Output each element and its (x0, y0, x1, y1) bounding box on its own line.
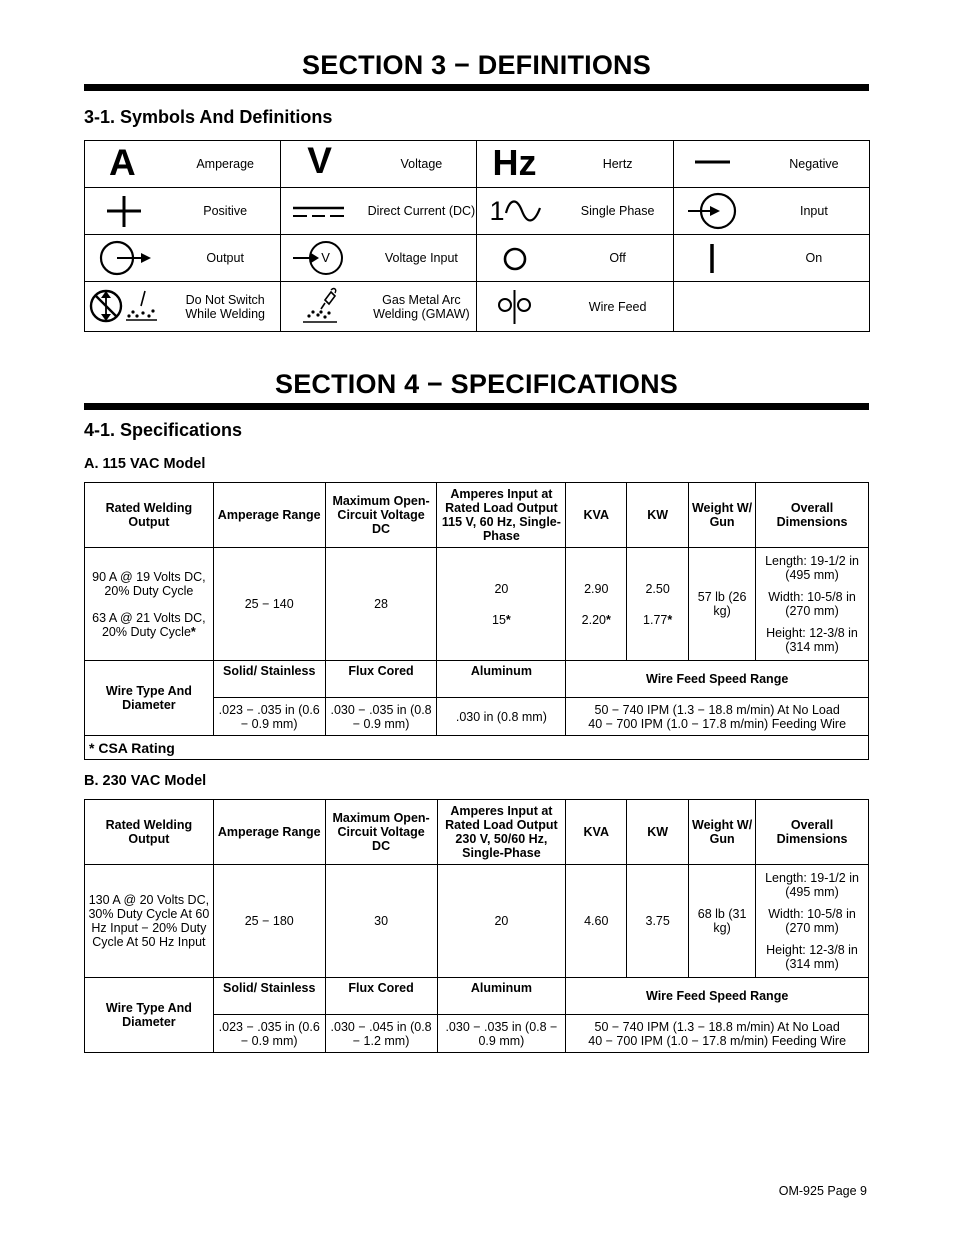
kw-cell: 3.75 (627, 865, 689, 978)
positive-icon (85, 188, 171, 235)
spec-table-115 (84, 482, 869, 760)
amperage-range-cell: 25 − 180 (213, 865, 325, 978)
flux-diameter: .030 − .045 in (0.8 − 1.2 mm) (325, 1015, 437, 1053)
kva-1: 2.90 (584, 581, 609, 596)
do-not-switch-icon (85, 282, 171, 332)
symbol-label: Hertz (563, 141, 674, 188)
output-icon (85, 235, 171, 282)
weight-cell: 57 lb (26 kg) (689, 548, 756, 661)
aluminum-header: Aluminum (437, 978, 566, 1015)
amperes-input-1: 20 (494, 581, 509, 596)
symbol-label: Input (759, 188, 870, 235)
negative-icon (673, 141, 759, 188)
hertz-icon: Hz (477, 141, 563, 188)
symbol-label: Off (563, 235, 674, 282)
kva-2: 2.20 (581, 612, 606, 627)
kw-1: 2.50 (645, 581, 670, 596)
flux-diameter: .030 − .035 in (0.8 − 0.9 mm) (325, 698, 437, 736)
dimension-length: Length: 19-1/2 in (495 mm) (765, 554, 859, 582)
dimension-length: Length: 19-1/2 in (495 mm) (765, 871, 859, 899)
dimension-width: Width: 10-5/8 in (270 mm) (768, 590, 856, 618)
header-kva: KVA (566, 483, 627, 548)
header-rated-output: Rated Welding Output (85, 483, 214, 548)
wfs-feeding: 40 − 700 IPM (1.0 − 17.8 m/min) Feeding Wire (588, 716, 847, 731)
direct-current-icon (281, 188, 367, 235)
wfs-range (566, 698, 869, 736)
header-weight: Weight W/ Gun (689, 800, 756, 865)
flux-header: Flux Cored (325, 978, 437, 1015)
dimension-height: Height: 12-3/8 in (314 mm) (766, 626, 858, 654)
rated-output-cell: 130 A @ 20 Volts DC, 30% Duty Cycle At 60 Hz Input − 20% Duty Cycle At 50 Hz Input (85, 865, 214, 978)
symbol-label: On (759, 235, 870, 282)
kw-2: 1.77 (643, 612, 668, 627)
kva-cell: 4.60 (566, 865, 627, 978)
specifications-subtitle: 4-1. Specifications (84, 420, 243, 440)
solid-header: Solid/ Stainless (213, 978, 325, 1015)
symbols-subtitle: 3-1. Symbols And Definitions (84, 107, 333, 127)
header-dimensions: Overall Dimensions (756, 483, 869, 548)
rated-output-1: 90 A @ 19 Volts DC, 20% Duty Cycle (92, 569, 206, 598)
amperes-input-cell (437, 548, 566, 661)
aluminum-header: Aluminum (437, 661, 566, 698)
symbol-label: Gas Metal Arc Welding (GMAW) (366, 282, 477, 332)
section-4-rule (84, 403, 869, 410)
amperage-range-cell: 25 − 140 (213, 548, 325, 661)
kw-cell (627, 548, 689, 661)
symbol-label: Amperage (170, 141, 281, 188)
wire-type-header: Wire Type And Diameter (85, 978, 214, 1053)
empty-cell (673, 282, 759, 332)
kva-cell (566, 548, 627, 661)
symbol-label: Do Not Switch While Welding (170, 282, 281, 332)
csa-footnote: * CSA Rating (85, 736, 869, 760)
off-icon (477, 235, 563, 282)
empty-cell (759, 282, 870, 332)
page-footer: OM-925 Page 9 (778, 1184, 867, 1198)
amperes-input-2: 15 (492, 612, 506, 627)
gmaw-icon (281, 282, 367, 332)
header-amperes-input: Amperes Input at Rated Load Output 230 V, 50/60 Hz, Single-Phase (437, 800, 566, 865)
header-kw: KW (627, 800, 689, 865)
rated-output-2: 63 A @ 21 Volts DC, 20% Duty Cycle (92, 610, 206, 639)
wfs-no-load: 50 − 740 IPM (1.3 − 18.8 m/min) At No Load (594, 1019, 840, 1034)
csa-star: * (605, 612, 611, 627)
rated-output-cell (85, 548, 214, 661)
header-kva: KVA (566, 800, 627, 865)
on-icon (673, 235, 759, 282)
amperes-input-cell: 20 (437, 865, 566, 978)
symbol-label: Voltage (366, 141, 477, 188)
section-4-title: SECTION 4 − SPECIFICATIONS (274, 369, 678, 399)
csa-star: * (505, 612, 511, 627)
symbols-table (84, 140, 870, 332)
wfs-header: Wire Feed Speed Range (566, 978, 869, 1015)
symbol-label: Voltage Input (366, 235, 477, 282)
header-dimensions: Overall Dimensions (756, 800, 869, 865)
csa-star: * (190, 624, 196, 639)
header-ocv: Maximum Open-Circuit Voltage DC (325, 483, 437, 548)
section-3-rule (84, 84, 869, 91)
input-icon (673, 188, 759, 235)
voltage-icon: V (281, 141, 367, 188)
csa-star: * (667, 612, 673, 627)
single-phase-icon: 1 (477, 188, 563, 235)
flux-header: Flux Cored (325, 661, 437, 698)
wire-feed-icon (477, 282, 563, 332)
header-amperage-range: Amperage Range (213, 800, 325, 865)
wire-type-header: Wire Type And Diameter (85, 661, 214, 736)
wfs-feeding: 40 − 700 IPM (1.0 − 17.8 m/min) Feeding Wire (588, 1033, 847, 1048)
model-230-heading: B. 230 VAC Model (84, 773, 207, 789)
header-kw: KW (627, 483, 689, 548)
header-ocv: Maximum Open-Circuit Voltage DC (325, 800, 437, 865)
header-rated-output: Rated Welding Output (85, 800, 214, 865)
symbol-label: Negative (759, 141, 870, 188)
amperage-icon: A (85, 141, 171, 188)
model-115-heading: A. 115 VAC Model (84, 456, 206, 472)
voltage-input-icon: V (281, 235, 367, 282)
aluminum-diameter: .030 − .035 in (0.8 − 0.9 mm) (437, 1015, 566, 1053)
symbol-label: Wire Feed (563, 282, 674, 332)
solid-diameter: .023 − .035 in (0.6 − 0.9 mm) (213, 1015, 325, 1053)
section-3-title: SECTION 3 − DEFINITIONS (302, 50, 651, 80)
header-weight: Weight W/ Gun (689, 483, 756, 548)
wfs-no-load: 50 − 740 IPM (1.3 − 18.8 m/min) At No Load (594, 702, 840, 717)
symbol-label: Positive (170, 188, 281, 235)
wfs-range (566, 1015, 869, 1053)
solid-header: Solid/ Stainless (213, 661, 325, 698)
dimension-width: Width: 10-5/8 in (270 mm) (768, 907, 856, 935)
symbol-label: Direct Current (DC) (366, 188, 477, 235)
dimensions-cell (756, 865, 869, 978)
ocv-cell: 28 (325, 548, 437, 661)
dimensions-cell (756, 548, 869, 661)
aluminum-diameter: .030 in (0.8 mm) (437, 698, 566, 736)
dimension-height: Height: 12-3/8 in (314 mm) (766, 943, 858, 971)
ocv-cell: 30 (325, 865, 437, 978)
solid-diameter: .023 − .035 in (0.6 − 0.9 mm) (213, 698, 325, 736)
symbol-label: Single Phase (563, 188, 674, 235)
symbol-label: Output (170, 235, 281, 282)
header-amperes-input: Amperes Input at Rated Load Output 115 V, 60 Hz, Single-Phase (437, 483, 566, 548)
weight-cell: 68 lb (31 kg) (689, 865, 756, 978)
spec-table-230 (84, 799, 869, 1053)
header-amperage-range: Amperage Range (213, 483, 325, 548)
wfs-header: Wire Feed Speed Range (566, 661, 869, 698)
